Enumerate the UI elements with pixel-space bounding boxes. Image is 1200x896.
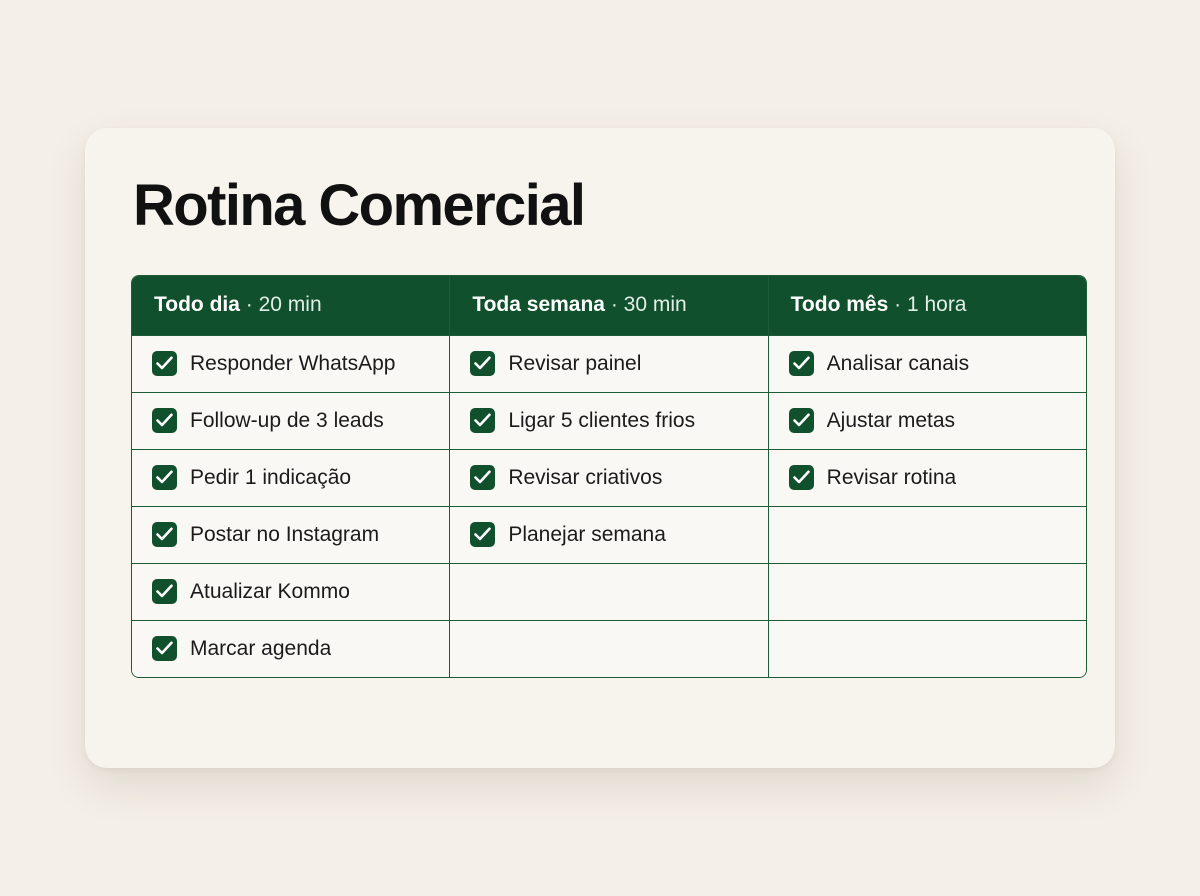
task-cell[interactable] bbox=[132, 564, 450, 620]
task-label: Pedir 1 indicação bbox=[190, 465, 352, 489]
task-label: Marcar agenda bbox=[190, 636, 332, 660]
task-cell[interactable] bbox=[450, 450, 768, 506]
checkbox-checked-icon[interactable] bbox=[789, 465, 814, 490]
column-header-daily bbox=[132, 276, 450, 335]
checkbox-checked-icon[interactable] bbox=[470, 408, 495, 433]
checkbox-checked-icon[interactable] bbox=[152, 408, 177, 433]
task-label: Revisar painel bbox=[508, 351, 642, 375]
empty-cell bbox=[450, 564, 768, 620]
table-row bbox=[132, 335, 1086, 392]
empty-cell bbox=[450, 621, 768, 677]
checkbox-checked-icon[interactable] bbox=[470, 351, 495, 376]
routine-card bbox=[85, 128, 1115, 768]
task-label: Revisar rotina bbox=[826, 465, 957, 489]
checkbox-checked-icon[interactable] bbox=[152, 465, 177, 490]
checkbox-checked-icon[interactable] bbox=[789, 351, 814, 376]
page-title: Rotina Comercial bbox=[133, 173, 585, 238]
column-header-daily-name: Todo dia bbox=[154, 292, 240, 316]
task-label: Ligar 5 clientes frios bbox=[508, 408, 696, 432]
task-cell[interactable] bbox=[132, 507, 450, 563]
checkbox-checked-icon[interactable] bbox=[152, 636, 177, 661]
empty-cell bbox=[769, 507, 1086, 563]
column-header-monthly-meta: · 1 hora bbox=[888, 292, 967, 316]
checkbox-checked-icon[interactable] bbox=[152, 579, 177, 604]
column-header-daily-meta: · 20 min bbox=[239, 292, 322, 316]
task-cell[interactable] bbox=[132, 450, 450, 506]
column-header-monthly-name: Todo mês bbox=[790, 292, 889, 316]
task-cell[interactable] bbox=[132, 621, 450, 677]
task-label: Planejar semana bbox=[508, 522, 666, 546]
column-header-weekly bbox=[450, 276, 768, 335]
task-label: Responder WhatsApp bbox=[190, 351, 396, 375]
routine-table bbox=[131, 275, 1087, 678]
table-row bbox=[132, 392, 1086, 449]
task-cell[interactable] bbox=[132, 336, 450, 392]
task-label: Analisar canais bbox=[826, 351, 970, 375]
task-cell[interactable] bbox=[450, 393, 768, 449]
table-row bbox=[132, 620, 1086, 677]
task-label: Ajustar metas bbox=[826, 408, 956, 432]
task-cell[interactable] bbox=[769, 336, 1086, 392]
task-cell[interactable] bbox=[450, 336, 768, 392]
checkbox-checked-icon[interactable] bbox=[152, 351, 177, 376]
empty-cell bbox=[769, 564, 1086, 620]
table-row bbox=[132, 563, 1086, 620]
empty-cell bbox=[769, 621, 1086, 677]
checkbox-checked-icon[interactable] bbox=[152, 522, 177, 547]
checkbox-checked-icon[interactable] bbox=[470, 522, 495, 547]
task-cell[interactable] bbox=[769, 450, 1086, 506]
column-header-monthly bbox=[769, 276, 1086, 335]
task-label: Follow-up de 3 leads bbox=[190, 408, 384, 432]
task-cell[interactable] bbox=[450, 507, 768, 563]
table-row bbox=[132, 506, 1086, 563]
checkbox-checked-icon[interactable] bbox=[789, 408, 814, 433]
table-row bbox=[132, 449, 1086, 506]
task-cell[interactable] bbox=[132, 393, 450, 449]
task-cell[interactable] bbox=[769, 393, 1086, 449]
table-header-row bbox=[132, 276, 1086, 335]
column-header-weekly-name: Toda semana bbox=[472, 292, 605, 316]
task-label: Atualizar Kommo bbox=[190, 579, 350, 603]
task-label: Revisar criativos bbox=[508, 465, 663, 489]
column-header-weekly-meta: · 30 min bbox=[604, 292, 687, 316]
table-body bbox=[132, 335, 1086, 677]
checkbox-checked-icon[interactable] bbox=[470, 465, 495, 490]
task-label: Postar no Instagram bbox=[190, 522, 380, 546]
